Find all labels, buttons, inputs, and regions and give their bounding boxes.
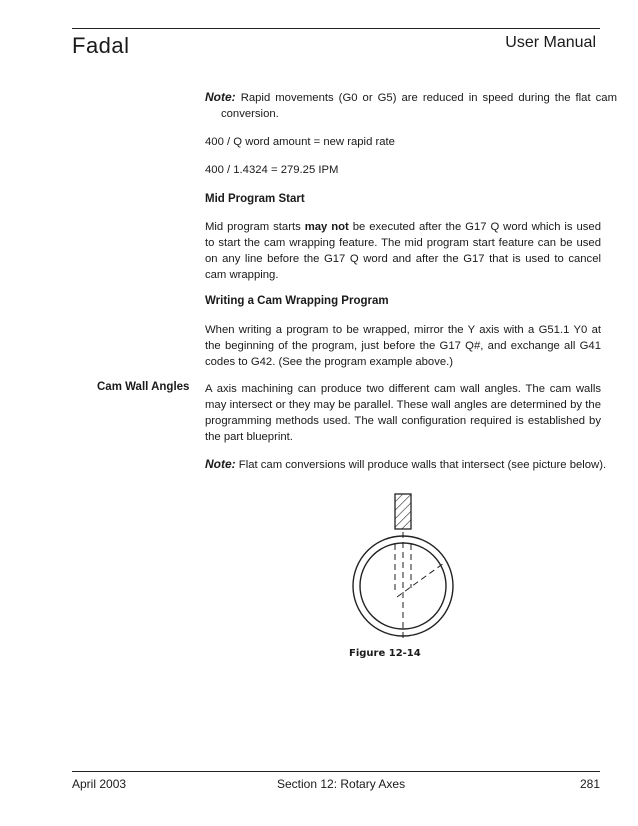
footer-section: Section 12: Rotary Axes — [277, 777, 406, 791]
formula-rapid-rate: 400 / Q word amount = new rapid rate — [205, 136, 395, 148]
mid-para-emphasis: may not — [304, 221, 349, 233]
note-label: Note: — [205, 457, 236, 471]
heading-writing-cam-program: Writing a Cam Wrapping Program — [205, 295, 389, 307]
note-label: Note: — [205, 90, 236, 104]
heading-mid-program-start: Mid Program Start — [205, 193, 305, 205]
footer-date: April 2003 — [72, 777, 127, 791]
manual-title: User Manual — [505, 34, 596, 51]
formula-ipm: 400 / 1.4324 = 279.25 IPM — [205, 164, 339, 176]
footer-rule — [72, 771, 600, 772]
side-label-cam-wall-angles: Cam Wall Angles — [97, 381, 190, 393]
footer-page-number: 281 — [579, 777, 600, 791]
note-flat-cam-walls — [205, 456, 617, 473]
radius-line — [397, 563, 444, 597]
figure-caption: Figure 12-14 — [349, 648, 421, 659]
note-rapid-movements — [205, 89, 617, 122]
paragraph-cam-wall-angles: A axis machining can produce two different cam wall angles. The cam walls may intersect or they may be parallel. These wall angles are determined by the programming methods used. The wall configuration required is established by the part blueprint. — [205, 383, 601, 443]
paragraph-mid-program — [205, 219, 601, 283]
header-rule — [72, 28, 600, 29]
brand-title: Fadal — [72, 33, 130, 58]
cutter-tool-icon — [395, 494, 411, 529]
note-text: Flat cam conversions will produce walls that intersect (see picture below). — [235, 459, 607, 471]
paragraph-writing-program: When writing a program to be wrapped, mirror the Y axis with a G51.1 Y0 at the beginning of the program, just before the G17 Q#, and exchange all G41 codes to G42. (See the program example above.) — [205, 324, 601, 368]
mid-para-rest: be executed after the G17 Q word which is used to start the cam wrapping feature. The mid program start feature can be used on any line before the G17 Q word and after the G17 that is used to cancel cam wrapping. — [205, 221, 601, 281]
mid-para-start: Mid program starts — [205, 221, 305, 233]
note-text: Rapid movements (G0 or G5) are reduced in speed during the flat cam conversion. — [221, 92, 617, 120]
cam-wall-figure — [330, 490, 480, 640]
